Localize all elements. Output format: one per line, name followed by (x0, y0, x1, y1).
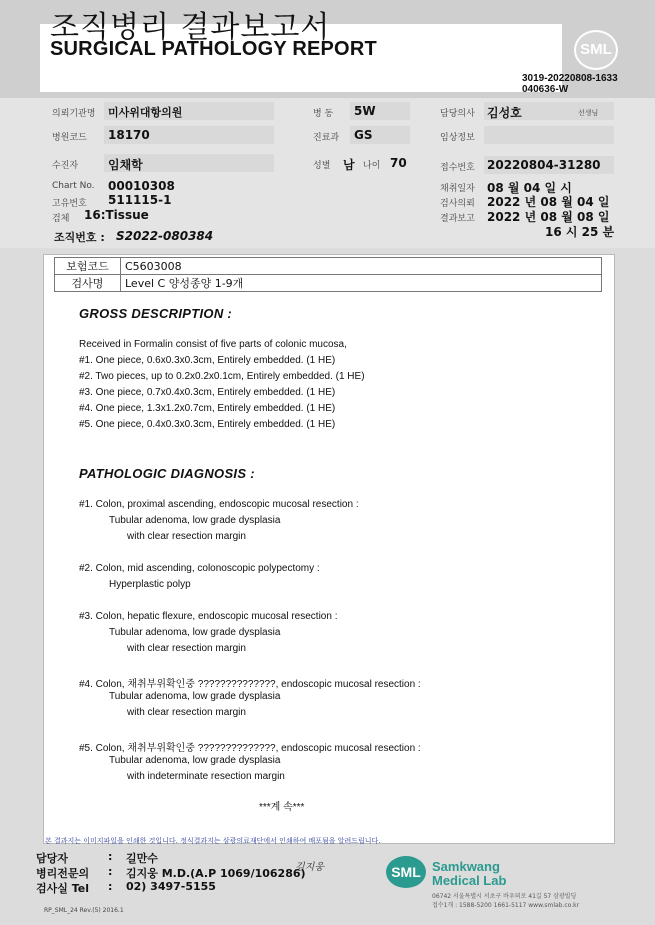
continued-marker: ***계 속*** (259, 802, 305, 813)
diagnosis-margin: with clear resection margin (127, 531, 246, 542)
hospital-value: 미사위대항의원 (108, 106, 183, 119)
test-name-value: Level C 양성종양 1-9개 (121, 275, 602, 292)
specimen-label: 검체 (52, 214, 70, 224)
insurance-code-value: C5603008 (121, 258, 602, 275)
age-label: 나이 (363, 161, 381, 171)
diagnosis-margin: with clear resection margin (127, 643, 246, 654)
receipt-value: 20220804-31280 (487, 158, 601, 172)
ward-label: 병 동 (313, 109, 334, 119)
lab-address-line: 06742 서울특별시 서초구 바우뫼로 41길 57 삼광빌딩 (432, 893, 577, 900)
clinical-box (484, 126, 614, 144)
chart-label: Chart No. (52, 181, 95, 191)
diagnosis-finding: Hyperplastic polyp (109, 579, 191, 590)
test-code-table (54, 257, 602, 292)
chart-value: 00010308 (108, 179, 175, 193)
pathologist-label: 병리전문의 (36, 867, 90, 880)
table-row (55, 275, 602, 292)
diagnosis-finding: Tubular adenoma, low grade dysplasia (109, 755, 281, 766)
gross-description-heading: GROSS DESCRIPTION : (79, 306, 233, 321)
staff-sep: : (108, 850, 113, 863)
lab-name-line-2: Medical Lab (432, 873, 507, 888)
request-value: 2022 년 08 월 04 일 (487, 195, 610, 209)
unique-label: 고유번호 (52, 199, 87, 209)
diagnosis-site: #5. Colon, 채취부위확인중 ??????????????, endoscopic mucosal resection : (79, 743, 421, 754)
doctor-label: 담당의사 (440, 109, 475, 119)
staff-label: 담당자 (36, 852, 68, 865)
unique-value: 511115-1 (108, 193, 172, 207)
report-date-label: 결과보고 (440, 214, 475, 224)
sex-value: 남 (343, 158, 355, 172)
pathologist-value: 김지웅 M.D.(A.P 1069/106286) (126, 867, 306, 880)
sml-logo: SML (574, 30, 618, 70)
collect-label: 채취일자 (440, 184, 475, 194)
form-code: RP_SML_24 Rev.(5) 2016.1 (44, 907, 124, 914)
dept-label: 진료과 (313, 133, 340, 143)
report-number-line-2: 040636-W (522, 84, 569, 95)
tissue-no-value: S2022-080384 (116, 229, 214, 243)
diagnosis-finding: Tubular adenoma, low grade dysplasia (109, 691, 281, 702)
diagnosis-site: #3. Colon, hepatic flexure, endoscopic mucosal resection : (79, 611, 338, 622)
tel-sep: : (108, 880, 113, 893)
lab-name-line-1: Samkwang (432, 859, 500, 874)
staff-value: 길만수 (126, 852, 158, 865)
pathologist-sep: : (108, 865, 113, 878)
tel-label: 검사실 Tel (36, 882, 89, 895)
gross-line: Received in Formalin consist of five parts of colonic mucosa, (79, 339, 347, 350)
lab-phone-line: 접수1개 : 1588-5200 1661-5117 www.smlab.co.kr (432, 902, 580, 909)
lab-address (432, 892, 579, 910)
pathologist-signature: 김지웅 (295, 862, 324, 873)
diagnosis-site: #1. Colon, proximal ascending, endoscopic mucosal resection : (79, 499, 359, 510)
diagnosis-finding: Tubular adenoma, low grade dysplasia (109, 627, 281, 638)
report-title-korean: 조직병리 결과보고서 (50, 10, 331, 45)
report-body (43, 254, 615, 844)
age-value: 70 (390, 156, 407, 170)
dept-value: GS (354, 128, 373, 142)
tel-value: 02) 3497-5155 (126, 880, 216, 893)
gross-line: #2. Two pieces, up to 0.2x0.2x0.1cm, Entirely embedded. (1 HE) (79, 371, 365, 382)
sml-lab-logo: SML (386, 856, 426, 888)
collect-value: 08 월 04 일 시 (487, 181, 572, 195)
hospital-label: 의뢰기관명 (52, 109, 96, 119)
diagnosis-site: #4. Colon, 채취부위확인중 ??????????????, endoscopic mucosal resection : (79, 679, 421, 690)
gross-line: #4. One piece, 1.3x1.2x0.7cm, Entirely embedded. (1 HE) (79, 403, 336, 414)
table-row (55, 258, 602, 275)
test-name-label: 검사명 (55, 275, 121, 292)
report-title-english: SURGICAL PATHOLOGY REPORT (50, 38, 377, 60)
specimen-value: 16:Tissue (84, 208, 149, 222)
ward-value: 5W (354, 104, 376, 118)
diagnosis-margin: with clear resection margin (127, 707, 246, 718)
notice-text: 본 결과지는 이미지파일을 인쇄한 것입니다. 정식결과지는 삼광의료재단에서 인쇄하여 배포됨을 알려드립니다. (45, 837, 381, 845)
gross-line: #3. One piece, 0.7x0.4x0.3cm, Entirely embedded. (1 HE) (79, 387, 336, 398)
gross-line: #5. One piece, 0.4x0.3x0.3cm, Entirely embedded. (1 HE) (79, 419, 336, 430)
patient-label: 수진자 (52, 161, 79, 171)
report-date-value: 2022 년 08 월 08 일 (487, 210, 610, 224)
tissue-no-label: 조직번호 : (54, 231, 105, 244)
gross-line: #1. One piece, 0.6x0.3x0.3cm, Entirely embedded. (1 HE) (79, 355, 336, 366)
diagnosis-margin: with indeterminate resection margin (127, 771, 285, 782)
code-value: 18170 (108, 128, 150, 142)
code-label: 병원코드 (52, 133, 87, 143)
report-time-value: 16 시 25 분 (545, 225, 615, 239)
report-number (522, 73, 618, 95)
pathologic-diagnosis-heading: PATHOLOGIC DIAGNOSIS : (79, 466, 255, 481)
diagnosis-finding: Tubular adenoma, low grade dysplasia (109, 515, 281, 526)
request-label: 검사의뢰 (440, 199, 475, 209)
receipt-label: 접수번호 (440, 163, 475, 173)
insurance-code-label: 보험코드 (55, 258, 121, 275)
sex-label: 성별 (313, 161, 331, 171)
patient-value: 임채학 (108, 158, 143, 172)
report-number-line-1: 3019-20220808-1633 (522, 73, 618, 84)
doctor-value: 김성호 (487, 106, 522, 120)
doctor-suffix: 선생님 (578, 109, 599, 117)
diagnosis-site: #2. Colon, mid ascending, colonoscopic polypectomy : (79, 563, 320, 574)
clinical-label: 임상정보 (440, 133, 475, 143)
lab-name (432, 860, 506, 888)
